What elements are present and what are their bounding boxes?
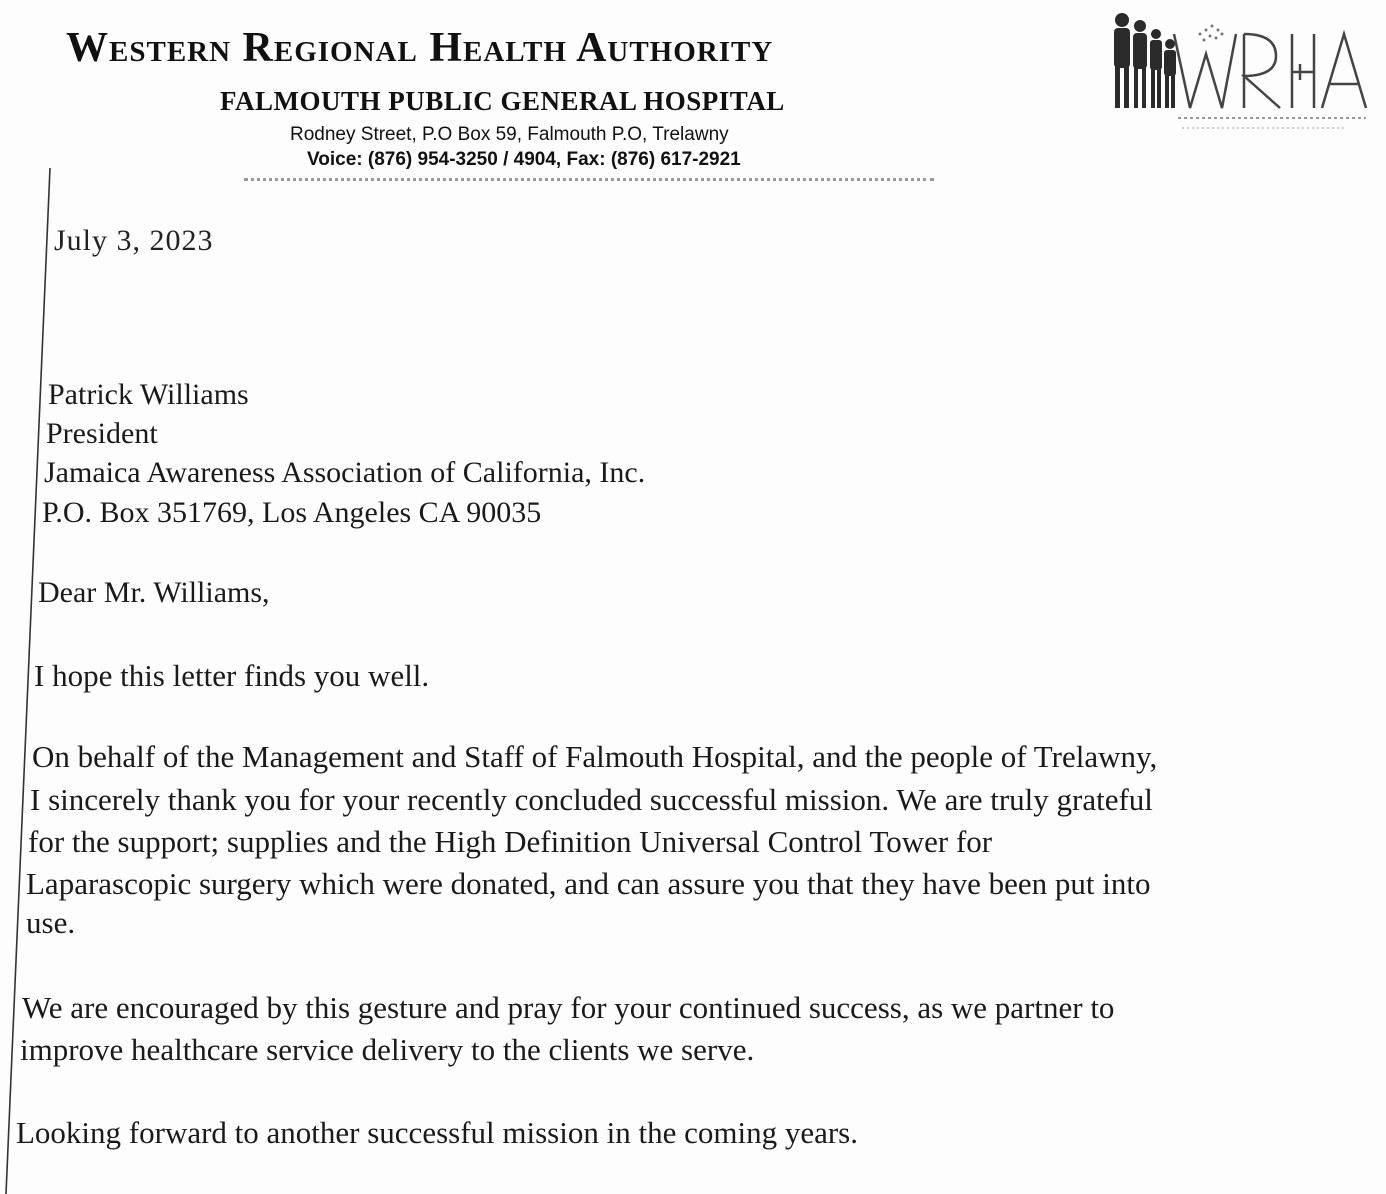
wrha-logo [1104, 4, 1372, 138]
letter-date: July 3, 2023 [54, 224, 214, 257]
paragraph-line: improve healthcare service delivery to the clients we serve. [20, 1032, 755, 1067]
recipient-address: P.O. Box 351769, Los Angeles CA 90035 [42, 496, 542, 529]
closing-line: Looking forward to another successful mission in the coming years. [16, 1115, 858, 1150]
recipient-title: President [46, 417, 158, 450]
organization-name: Western Regional Health Authority [66, 25, 774, 71]
paragraph-line: use. [26, 905, 76, 940]
paragraph-line: Laparascopic surgery which were donated, and can assure you that they have been put into [26, 866, 1151, 901]
paragraph-line: We are encouraged by this gesture and pray for your continued success, as we partner to [22, 990, 1115, 1025]
paragraph-line: I sincerely thank you for your recently concluded successful mission. We are truly grateful [30, 782, 1153, 817]
hospital-contact: Voice: (876) 954-3250 / 4904, Fax: (876) 617-2921 [307, 149, 741, 170]
hospital-address: Rodney Street, P.O Box 59, Falmouth P.O, Trelawny [290, 124, 729, 145]
hospital-name: FALMOUTH PUBLIC GENERAL HOSPITAL [220, 86, 785, 116]
paragraph-line: for the support; supplies and the High Definition Universal Control Tower for [28, 824, 993, 859]
recipient-name: Patrick Williams [48, 378, 249, 411]
intro-line: I hope this letter finds you well. [34, 658, 430, 693]
salutation: Dear Mr. Williams, [38, 576, 270, 609]
paragraph-line: On behalf of the Management and Staff of Falmouth Hospital, and the people of Trelawny, [32, 739, 1158, 774]
cropped-website-email-line [244, 178, 934, 189]
recipient-organization: Jamaica Awareness Association of California, Inc. [44, 456, 646, 489]
